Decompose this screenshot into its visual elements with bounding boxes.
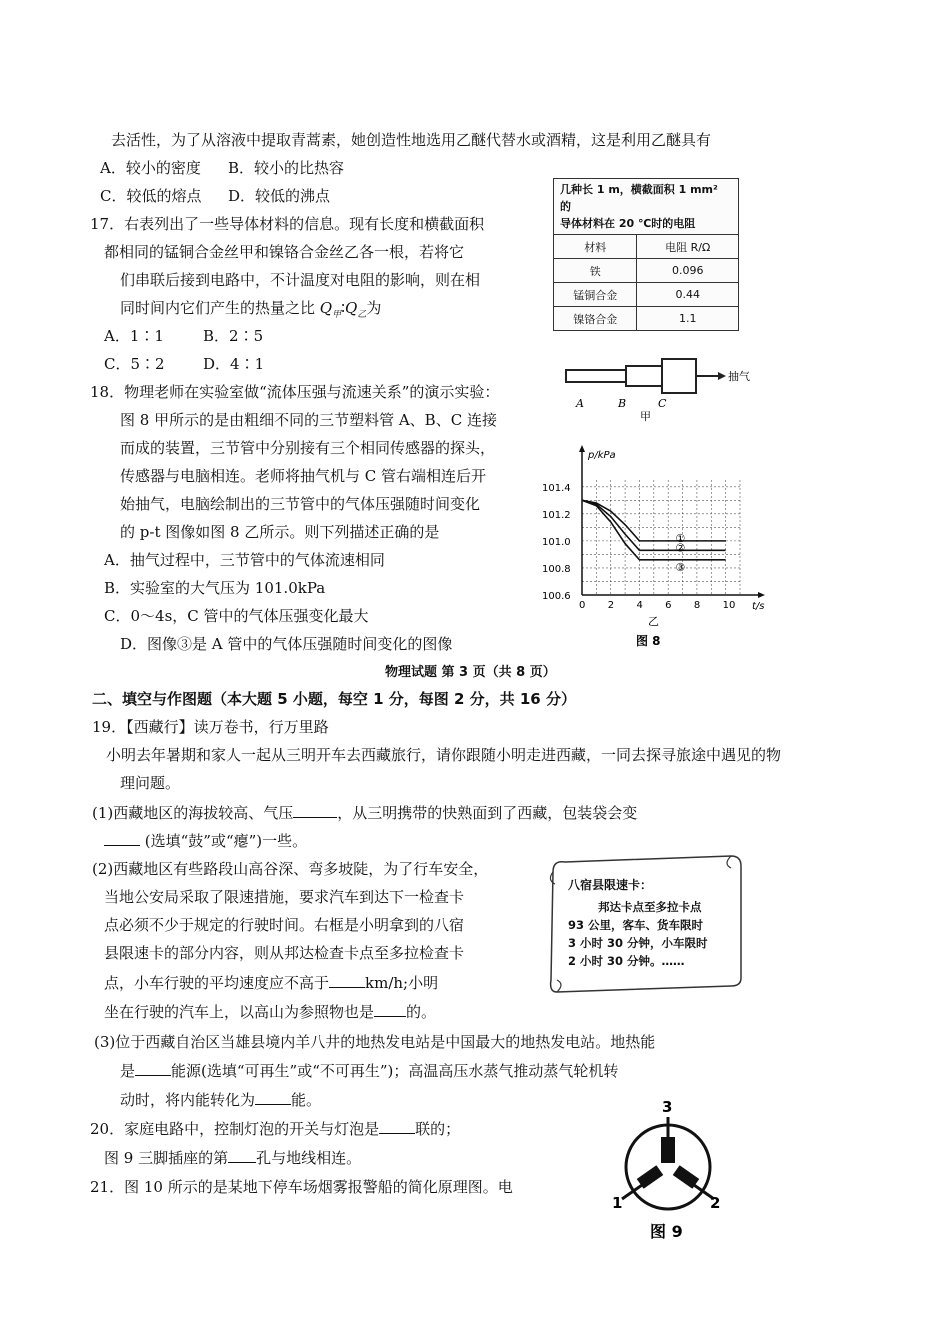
figure-9-caption: 图 9: [650, 1222, 683, 1241]
q17-option-c: C．5∶2: [104, 355, 165, 373]
q19-part-3-text-a: 是: [120, 1062, 136, 1080]
answer-blank-connection[interactable]: [379, 1119, 415, 1134]
chart-grid: [582, 480, 740, 595]
label-b: B: [618, 397, 627, 410]
answer-blank-energy-type[interactable]: [135, 1061, 171, 1076]
figure-8-caption: 图 8: [636, 634, 661, 648]
card-title: 八宿县限速卡：: [568, 878, 653, 892]
q19-part-3-text-d: 能。: [291, 1091, 322, 1109]
table-cell-material: 铁: [554, 259, 637, 283]
x-tick-label: 0: [579, 600, 586, 611]
q20-line-1: [90, 1118, 460, 1140]
q19-part-2-text-d: 的。: [406, 1003, 437, 1021]
q19-part-3-text-c: 动时，将内能转化为: [120, 1091, 256, 1109]
table-cell-material: 镍铬合金: [554, 307, 637, 331]
y-tick-label: 101.4: [542, 482, 571, 494]
q16-option-c: C．较低的熔点: [100, 187, 202, 205]
table-caption-line-2: 导体材料在 20 ℃时的电阻: [560, 217, 696, 230]
label-c: C: [658, 397, 667, 410]
q18-option-a: A．抽气过程中，三节管中的气体流速相同: [104, 551, 385, 569]
y-arrow-icon: [579, 445, 585, 452]
q19-part-2-line-1: (2)西藏地区有些路段山高谷深、弯多坡陡，为了行车安全，: [92, 860, 489, 878]
q18-line-4: 传感器与电脑相连。老师将抽气机与 C 管右端相连后开: [120, 467, 487, 485]
chart-axes: [579, 445, 765, 598]
tube-c: [662, 359, 696, 393]
y-axis-label: p/kPa: [588, 450, 616, 461]
q-sub-jia: 甲: [332, 310, 342, 320]
q18-line-2: 图 8 甲所示的是由粗细不同的三节塑料管 A、B、C 连接: [120, 411, 497, 429]
q19-part-3-line-1: (3)位于西藏自治区当雄县境内羊八井的地热发电站是中国最大的地热发电站。地热能: [94, 1033, 656, 1051]
q19-title: 19．【西藏行】读万卷书，行万里路: [92, 718, 329, 736]
table-cell-value: 1.1: [637, 307, 739, 331]
resistance-table: [553, 178, 739, 331]
q-symbol: Q: [319, 299, 333, 317]
x-tick-label: 2: [607, 600, 615, 611]
q19-part-1: [92, 802, 637, 824]
answer-blank-energy-form[interactable]: [255, 1090, 291, 1105]
table-caption: [554, 179, 739, 235]
jia-label: 甲: [640, 410, 651, 423]
q19-part-1-text-a: (1)西藏地区的海拔较高、气压: [92, 804, 294, 822]
q18-line-1: 18．物理老师在实验室做“流体压强与流速关系”的演示实验：: [90, 383, 500, 401]
table-row: [554, 259, 739, 283]
q17-option-d: D．4∶1: [203, 355, 265, 373]
tube-a: [566, 370, 626, 382]
card-line-4: 2 小时 30 分钟。……: [568, 954, 685, 968]
table-cell-value: 0.44: [637, 283, 739, 307]
q19-part-2-text-c: 坐在行驶的汽车上，以高山为参照物也是: [104, 1003, 375, 1021]
q19-part-2-line-2: 当地公安局采取了限速措施，要求汽车到达下一检查卡: [104, 888, 465, 906]
pin-2-label: 2: [710, 1194, 721, 1212]
y-tick-label: 100.6: [542, 591, 571, 602]
table-row: [554, 283, 739, 307]
q17-option-a: A．1∶1: [104, 327, 164, 345]
q19-part-3-line-3: [120, 1089, 321, 1111]
q-symbol-2: Q: [345, 299, 358, 317]
q19-intro-1: 小明去年暑期和家人一起从三明开车去西藏旅行，请你跟随小明走进西藏，一同去探寻旅途中遇见的物: [106, 746, 782, 764]
q20-text-d: 孔与地线相连。: [256, 1149, 362, 1167]
q-sub-yi: 乙: [357, 310, 367, 320]
y-tick-label: 100.8: [542, 563, 571, 575]
card-line-3: 3 小时 30 分钟，小车限时: [568, 936, 708, 950]
table-cell-material: 锰铜合金: [554, 283, 637, 307]
card-line-2: 93 公里，客车、货车限时: [568, 918, 704, 932]
q19-part-2-line-5: [104, 972, 438, 994]
page-footer: 物理试题 第 3 页（共 8 页）: [385, 665, 556, 680]
q19-part-3-text-b: 能源(选填“可再生”或“不可再生”)；高温高压水蒸气推动蒸气轮机转: [171, 1062, 619, 1080]
table-caption-line-1: 几种长 1 m，横截面积 1 mm² 的: [560, 183, 718, 213]
x-tick-label: 6: [665, 600, 672, 611]
q20-text-a: 20．家庭电路中，控制灯泡的开关与灯泡是: [90, 1120, 380, 1138]
ratio-colon: ∶: [341, 299, 346, 317]
y-tick-label: 101.0: [542, 536, 571, 548]
q20-line-2: [104, 1147, 361, 1169]
q16-option-a: A．较小的密度: [100, 159, 201, 177]
label-a: A: [576, 397, 584, 410]
q17-line-3: 们串联后接到电路中，不计温度对电阻的影响，则在相: [120, 271, 481, 289]
q18-option-b: B．实验室的大气压为 101.0kPa: [104, 579, 326, 597]
y-tick-label: 101.2: [542, 509, 571, 521]
q17-line-4-end: 为: [366, 299, 382, 317]
q19-part-2-text-a: 点，小车行驶的平均速度应不高于: [104, 974, 330, 992]
q18-line-6: 的 p-t 图像如图 8 乙所示。则下列描述正确的是: [120, 523, 440, 541]
q20-text-b: 联的；: [415, 1120, 461, 1138]
q17-option-b: B．2∶5: [203, 327, 264, 345]
tube-b: [626, 366, 662, 386]
q20-text-c: 图 9 三脚插座的第: [104, 1149, 229, 1167]
x-tick-label: 8: [693, 600, 701, 611]
q18-line-3: 而成的装置，三节管中分别接有三个相同传感器的探头，: [120, 439, 496, 457]
q19-part-1-cont: [104, 830, 307, 852]
yi-label: 乙: [648, 615, 659, 628]
series-label: ①: [675, 531, 686, 545]
tube-apparatus-figure: [560, 350, 750, 425]
q17-line-4: [120, 297, 381, 326]
series-label: ②: [675, 541, 686, 555]
pressure-time-chart: [540, 440, 780, 655]
pump-label: 抽气: [728, 370, 750, 383]
q18-option-d: D．图像③是 A 管中的气体压强随时间变化的图像: [120, 635, 453, 653]
q17-line-2: 都相同的锰铜合金丝甲和镍铬合金丝乙各一根，若将它: [104, 243, 465, 261]
table-header-resistance: 电阻 R/Ω: [637, 235, 739, 259]
three-pin-socket-figure: [600, 1095, 740, 1245]
x-tick-label: 10: [722, 600, 736, 611]
table-cell-value: 0.096: [637, 259, 739, 283]
answer-blank-hole[interactable]: [228, 1148, 256, 1163]
q19-part-2-text-b: km/h;小明: [365, 974, 439, 992]
q16-option-b: B．较小的比热容: [228, 159, 345, 177]
x-tick-label: 4: [636, 600, 643, 611]
table-row: [554, 307, 739, 331]
chart-ticks: [542, 483, 735, 611]
q18-option-c: C．0～4s，C 管中的气体压强变化最大: [104, 607, 369, 625]
q19-intro-2: 理问题。: [120, 774, 181, 792]
arrow-head-icon: [718, 372, 726, 380]
section-2-heading: 二、填空与作图题（本大题 5 小题，每空 1 分，每图 2 分，共 16 分）: [92, 690, 576, 708]
answer-blank-speed[interactable]: [329, 973, 365, 988]
pin-1-label: 1: [612, 1194, 623, 1212]
q17-line-4-text: 同时间内它们产生的热量之比: [120, 299, 320, 317]
q19-part-3-line-2: [120, 1060, 618, 1082]
intro-line: 去活性，为了从溶液中提取青蒿素，她创造性地选用乙醚代替水或酒精，这是利用乙醚具有: [111, 131, 712, 149]
answer-blank-pressure[interactable]: [293, 803, 337, 818]
q19-part-1-text-c: (选填“鼓”或“瘪”)一些。: [140, 832, 308, 850]
q19-part-2-line-3: 点必须不少于规定的行驶时间。右框是小明拿到的八宿: [104, 916, 465, 934]
pin-3-hole: [661, 1137, 675, 1163]
x-axis-label: t/s: [752, 601, 765, 612]
series-label: ③: [675, 560, 686, 574]
answer-blank-bag[interactable]: [104, 831, 140, 846]
pin-3-label: 3: [662, 1098, 673, 1116]
q19-part-2-line-4: 县限速卡的部分内容，则从邦达检查卡点至多拉检查卡: [104, 944, 465, 962]
q21-line-1: 21．图 10 所示的是某地下停车场烟雾报警船的简化原理图。电: [90, 1178, 513, 1196]
q19-part-2-line-6: [104, 1001, 436, 1023]
answer-blank-motion[interactable]: [374, 1002, 406, 1017]
table-header-material: 材料: [554, 235, 637, 259]
q17-line-1: 17．右表列出了一些导体材料的信息。现有长度和横截面积: [90, 215, 485, 233]
q19-part-1-text-b: ，从三明携带的快熟面到了西藏，包装袋会变: [337, 804, 638, 822]
q16-option-d: D．较低的沸点: [228, 187, 331, 205]
x-arrow-icon: [758, 592, 765, 598]
q18-line-5: 始抽气，电脑绘制出的三节管中的气体压强随时间变化: [120, 495, 481, 513]
card-line-1: 邦达卡点至多拉卡点: [598, 900, 702, 914]
